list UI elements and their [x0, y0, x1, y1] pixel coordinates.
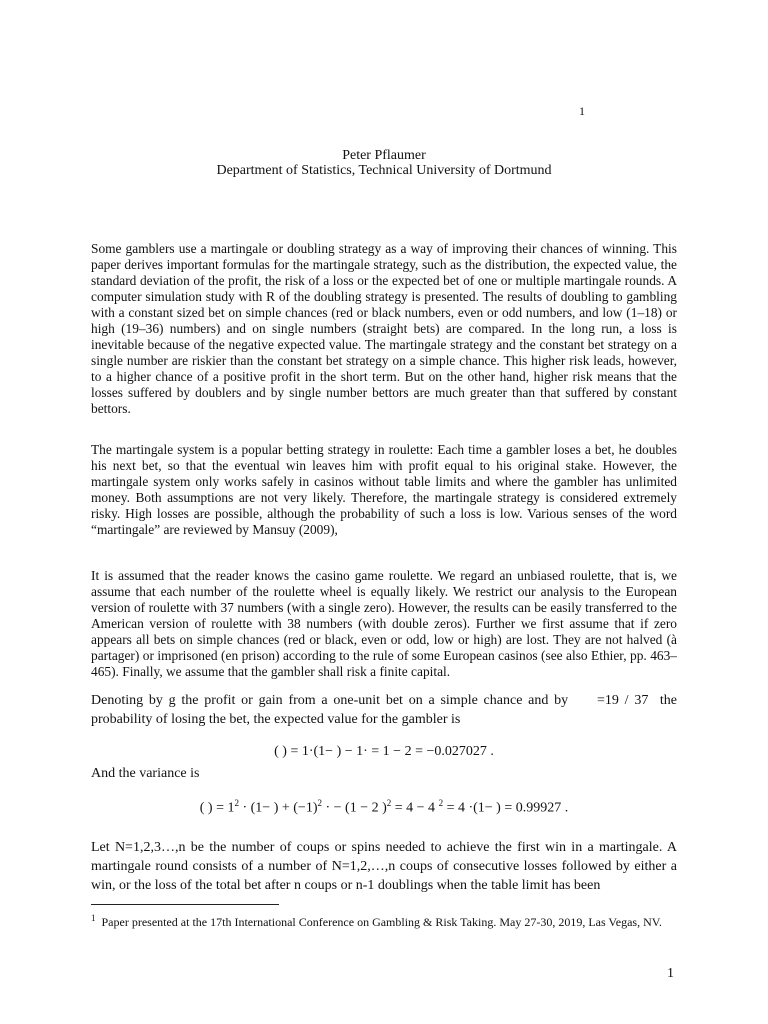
- coups-paragraph: Let N=1,2,3…,n be the number of coups or spins needed to achieve the first win in a martingale. A martingale round consists of a number of N=1,2,…,n coups of consecutive losses followed by either a win, or the loss of the total bet after n coups or n-1 doublings when the table limit has been: [91, 840, 677, 893]
- variance-eq-part1: ( ) = 1: [199, 800, 235, 816]
- variance-eq-part4: = 4 − 4: [391, 800, 439, 816]
- expected-value-equation: ( ) = 1·(1− ) − 1· = 1 − 2 = −0.027027 .: [274, 744, 494, 759]
- variance-eq-part3: · − (1 − 2 ): [321, 800, 387, 816]
- denoting-paragraph: [91, 691, 677, 729]
- denoting-text-after: the probability of losing the bet, the expected value for the gambler is: [91, 693, 677, 727]
- author-name: Peter Pflaumer: [342, 148, 426, 163]
- abstract-paragraph: Some gamblers use a martingale or doubling strategy as a way of improving their chances of winning. This paper derives important formulas for the martingale strategy, such as the distribution, the expected value, the standard deviation of the profit, the risk of a loss or the expected bet of one or multiple martingale rounds. A computer simulation study with R of the doubling strategy is presented. The results of doubling to gambling with a constant sized bet on simple chances (red or black numbers, even or odd numbers, and low (1–18) or high (19–36) numbers) and on single numbers (straight bets) are compared. In the long run, a loss is inevitable because of the negative expected value. The martingale strategy and the constant bet strategy on a single number are riskier than the constant bet strategy on a simple chance. This higher risk leads, however, to a higher chance of a positive profit in the short term. But on the other hand, higher risk means that the losses suffered by doublers and by single number bettors are much greater than that suffered by constant bettors.: [91, 241, 677, 416]
- footnote: [91, 911, 677, 930]
- probability-fraction: =19 / 37: [597, 693, 649, 708]
- footnote-text: Paper presented at the 17th International Conference on Gambling & Risk Taking. May 27-30, 2019, Las Vegas, NV.: [101, 915, 662, 929]
- variance-label: And the variance is: [91, 766, 200, 781]
- denoting-text-before: Denoting by g the profit or gain from a one-unit bet on a simple chance and by: [91, 693, 569, 708]
- variance-equation: ( ) = $1^2 \cdot (1-$ ) + $(-1)^2$ · − (1 − 2 )$^2$ = 4 − 4 $^2$ = 4 ·(1− ) = 0.99927 .: [199, 798, 569, 816]
- author-affiliation: Department of Statistics, Technical University of Dortmund: [216, 163, 552, 178]
- footnote-marker: 1: [91, 913, 96, 923]
- intro-paragraph: The martingale system is a popular betting strategy in roulette: Each time a gambler loses a bet, he doubles his next bet, so that the eventual win leaves him with profit equal to his original stake. However, the martingale system only works safely in casinos without table limits and where the gambler has unlimited money. Both assumptions are not very likely. Therefore, the martingale strategy is considered extremely risky. High losses are possible, although the probability of such a loss is low. Various senses of the word “martingale” are reviewed by Mansuy (2009),: [91, 442, 677, 537]
- footer-page-number: 1: [667, 966, 674, 981]
- variance-eq-part2: · (1− ) + (−1): [238, 800, 318, 816]
- variance-eq-part5: = 4 ·(1− ) = 0.99927 .: [443, 800, 569, 816]
- header-page-number: 1: [579, 104, 585, 118]
- footnote-divider: [91, 904, 279, 905]
- assumptions-paragraph: It is assumed that the reader knows the casino game roulette. We regard an unbiased roulette, that is, we assume that each number of the roulette wheel is equally likely. We restrict our analysis to the European version of roulette with 37 numbers (with a single zero). However, the results can be easily transferred to the American version of roulette with 38 numbers (with double zeros). Further we first assume that if zero appears all bets on simple chances (red or black, even or odd, low or high) are lost. They are not halved (à partager) or imprisoned (en prison) according to the rule of some European casinos (see also Ethier, pp. 463–465). Finally, we assume that the gambler shall risk a finite capital.: [91, 568, 677, 679]
